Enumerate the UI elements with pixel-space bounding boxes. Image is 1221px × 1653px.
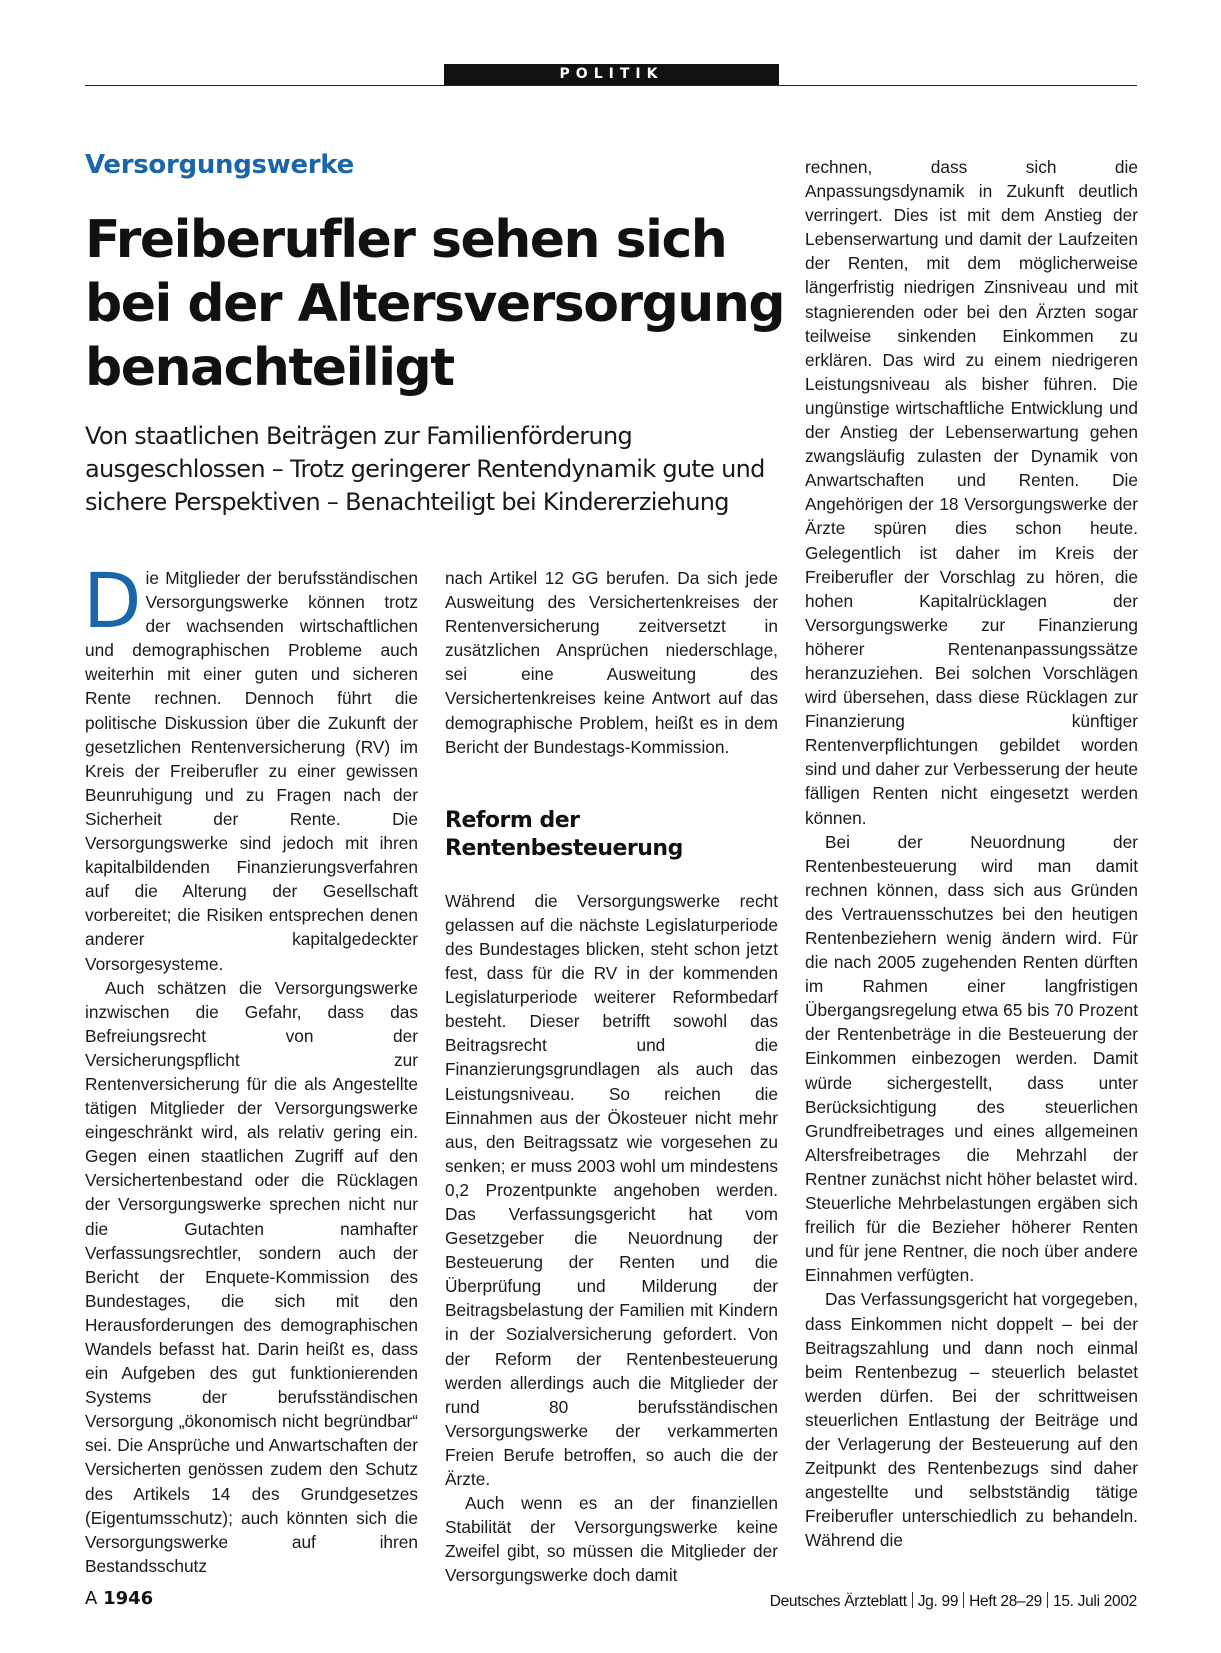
page-number-value: 1946 xyxy=(103,1588,154,1609)
journal-volume: Jg. 99 xyxy=(917,1593,959,1610)
article-headline: Freiberufler sehen sich bei der Altersversorgung benachteiligt xyxy=(85,210,785,398)
journal-date: 15. Juli 2002 xyxy=(1053,1593,1137,1610)
section-label: POLITIK xyxy=(444,64,779,85)
page-prefix: A xyxy=(85,1588,98,1609)
subheading-line: Rentenbesteuerung xyxy=(445,835,683,861)
article-kicker: Versorgungswerke xyxy=(85,150,354,180)
paragraph-text: ie Mitglieder der berufsständischen Versorgungswerke können trotz der wachsenden wirtschaftlichen und demographischen Probleme auch weiterhin mit einer guten und sicheren Rente rechnen. Dennoch führt die politische Diskussion über die Zukunft der gesetzlichen Rentenversicherung (RV) im Kreis der Freiberufler zu einer gewissen Beunruhigung und zu Fragen nach der Sicherheit der Rente. Die Versorgungswerke sind jedoch mit ihren kapitalbildenden Finanzierungsverfahren auf die Alterung der Gesellschaft vorbereitet; die Risiken entsprechen denen anderer kapitalgedeckter Vorsorgesysteme. xyxy=(85,568,418,974)
paragraph: Bei der Neuordnung der Rentenbesteuerung wird man damit rechnen können, dass sich aus Gründen des Vertrauensschutzes bei den heutigen Rentenbeziehern wenig ändern wird. Für die nach 2005 zugehenden Renten dürften im Rahmen einer langfristigen Übergangsregelung etwa 65 bis 70 Prozent der Rentenbeträge in die Besteuerung der Einkommen einbezogen werden. Damit würde sichergestellt, dass unter Berücksichtigung des steuerlichen Grundfreibetrages und eines allgemeinen Altersfreibetrages die Mehrzahl der Rentner zunächst nicht höher belastet wird. Steuerliche Mehrbelastungen ergäben sich freilich für die Bezieher höherer Renten und für jene Rentner, die noch über andere Einnahmen verfügten. xyxy=(805,831,1138,1286)
drop-cap: D xyxy=(83,556,142,645)
text-column-2 xyxy=(445,566,778,1587)
article-subhead: Von staatlichen Beiträgen zur Familienförderung ausgeschlossen – Trotz geringerer Rentendynamik gute und sichere Perspektiven – Benachteiligt bei Kindererziehung xyxy=(85,422,765,516)
paragraph: Während die Versorgungswerke recht gelassen auf die nächste Legislaturperiode des Bundestages blicken, steht schon jetzt fest, dass für die RV in der kommenden Legislaturperiode weiterer Reformbedarf besteht. Dieser betrifft sowohl das Beitragsrecht und die Finanzierungsgrundlagen als auch das Leistungsniveau. So reichen die Einnahmen aus der Ökosteuer nicht mehr aus, den Beitragssatz wie vorgesehen zu senken; er muss 2003 wohl um mindestens 0,2 Prozentpunkte angehoben werden. Das Verfassungsgericht hat vom Gesetzgeber die Neuordnung der Besteuerung der Renten und die Überprüfung und Milderung der Beitragsbelastung der Familien mit Kindern in der Sozialversicherung gefordert. Von der Reform der Rentenbesteuerung werden allerdings auch die Mitglieder der rund 80 berufsständischen Versorgungswerke der verkammerten Freien Berufe betroffen, so auch die der Ärzte. xyxy=(445,890,778,1489)
text-column-3 xyxy=(805,155,1138,1552)
paragraph xyxy=(83,556,418,976)
paragraph: Auch wenn es an der finanziellen Stabilität der Versorgungswerke keine Zweifel gibt, so müssen die Mitglieder der Versorgungswerke doch damit xyxy=(445,1493,778,1586)
divider xyxy=(1047,1592,1048,1608)
divider xyxy=(963,1592,964,1608)
subheading-line: Reform der xyxy=(445,807,580,833)
paragraph: rechnen, dass sich die Anpassungsdynamik in Zukunft deutlich verringert. Dies ist mit dem Anstieg der Lebenserwartung und damit der Laufzeiten der Renten, mit dem möglicherweise längerfristig niedrigen Zinsniveau und mit stagnierenden oder bei den Ärzten sogar teilweise sinkenden Einkommen zu erklären. Das wird zu einem niedrigeren Leistungsniveau als bisher führen. Die ungünstige wirtschaftliche Entwicklung und der Anstieg der Lebenserwartung gehen zwangsläufig zulasten der Dynamik von Anwartschaften und Renten. Die Angehörigen der 18 Versorgungswerke der Ärzte spüren dies schon heute. Gelegentlich ist daher im Kreis der Freiberufler der Vorschlag zu hören, die hohen Kapitalrücklagen der Versorgungswerke zur Finanzierung höherer Rentenanpassungssätze heranzuziehen. Bei solchen Vorschlägen wird übersehen, dass diese Rücklagen zur Finanzierung künftiger Rentenverpflichtungen gebildet worden sind und daher zur Verbesserung der heute fälligen Renten nicht eingesetzt werden können. xyxy=(805,157,1138,828)
divider xyxy=(912,1592,913,1608)
page-number xyxy=(85,1588,153,1609)
top-rule xyxy=(85,85,1137,86)
text-column-1 xyxy=(83,556,418,1578)
paragraph: nach Artikel 12 GG berufen. Da sich jede Ausweitung des Versichertenkreises der Rentenversicherung zeitversetzt in zusätzlichen Ansprüchen niederschlage, sei eine Ausweitung des Versichertenkreises keine Antwort auf das demographische Problem, heißt es in dem Bericht der Bundestags-Kommission. xyxy=(445,568,778,757)
section-subheading xyxy=(445,807,778,863)
paragraph: Auch schätzen die Versorgungswerke inzwischen die Gefahr, dass das Befreiungsrecht von der Versicherungspflicht zur Rentenversicherung für die als Angestellte tätigen Mitglieder der Versorgungswerke eingeschränkt wird, als relativ gering ein. Gegen einen staatlichen Zugriff auf den Versichertenbestand oder die Rücklagen der Versorgungswerke sprechen nicht nur die Gutachten namhafter Verfassungsrechtler, sondern auch der Bericht der Enquete-Kommission des Bundestages, die sich mit den Herausforderungen des demographischen Wandels befasst hat. Darin heißt es, dass ein Aufgeben des gut funktionierenden Systems der berufsständischen Versorgung „ökonomisch nicht begründbar“ sei. Die Ansprüche und Anwartschaften der Versicherten genössen zudem den Schutz des Artikels 14 des Grundgesetzes (Eigentumsschutz); auch könnten sich die Versorgungswerke auf ihren Bestandsschutz xyxy=(85,977,418,1576)
journal-footer xyxy=(770,1592,1137,1611)
journal-issue: Heft 28–29 xyxy=(969,1593,1042,1610)
paragraph: Das Verfassungsgericht hat vorgegeben, dass Einkommen nicht doppelt – bei der Beitragszahlung und dann noch einmal beim Rentenbezug – steuerlich belastet werden dürfen. Bei der schrittweisen steuerlichen Entlastung der Beiträge und der Verlagerung der Besteuerung auf den Zeitpunkt des Rentenbezugs sind daher angestellte und selbstständig tätige Freiberufler unterschiedlich zu behandeln. Während die xyxy=(805,1289,1138,1551)
journal-name: Deutsches Ärzteblatt xyxy=(769,1593,907,1610)
